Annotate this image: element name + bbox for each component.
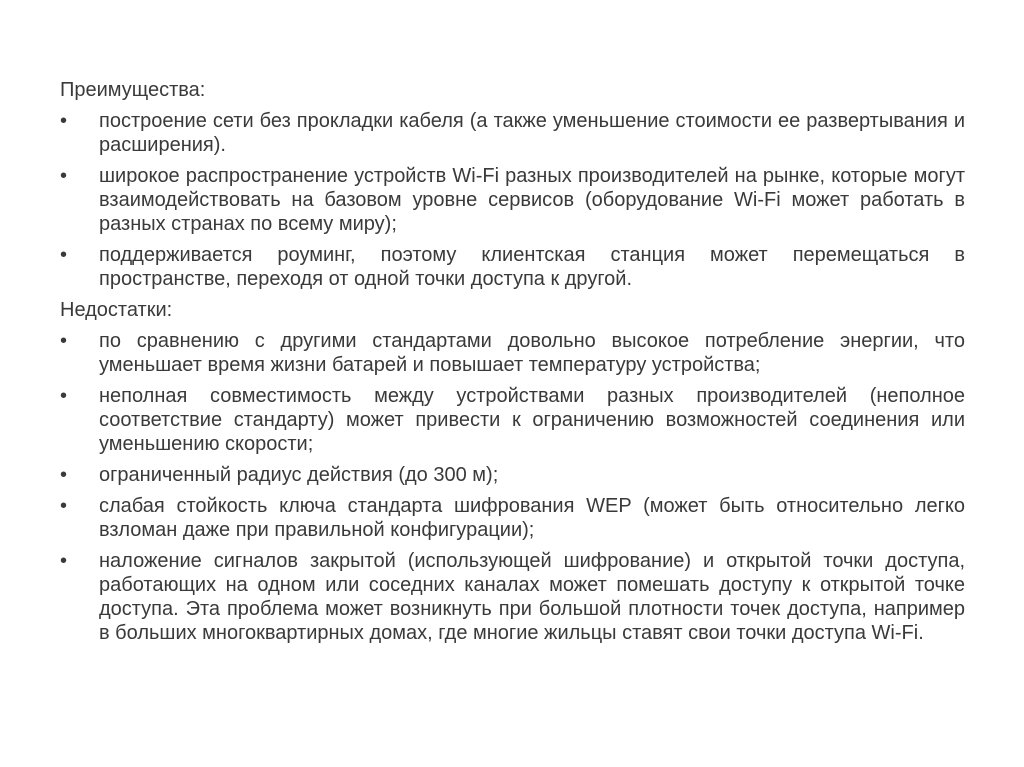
bullet-icon: • xyxy=(60,330,68,352)
bullet-icon: • xyxy=(60,550,68,572)
bullet-icon: • xyxy=(60,495,68,517)
list-item-text: по сравнению с другими стандартами довольно высокое потребление энергии, что уменьшает время жизни батарей и повышает температуру устройства; xyxy=(99,330,965,376)
disadvantages-list xyxy=(60,329,965,645)
list-item-text: неполная совместимость между устройствами разных производителей (неполное соответствие стандарту) может привести к ограничению возможностей соединения или уменьшению скорости; xyxy=(99,385,965,455)
advantages-list xyxy=(60,109,965,291)
advantages-heading: Преимущества: xyxy=(60,79,206,101)
slide-content xyxy=(60,78,965,652)
bullet-icon: • xyxy=(60,165,68,187)
list-item-text: широкое распространение устройств Wi-Fi разных производителей на рынке, которые могут взаимодействовать на базовом уровне сервисов (оборудование Wi-Fi может работать в разных странах по всему миру); xyxy=(99,165,965,235)
list-item-text: ограниченный радиус действия (до 300 м); xyxy=(99,464,499,486)
bullet-icon: • xyxy=(60,110,68,132)
disadvantages-heading: Недостатки: xyxy=(60,299,173,321)
list-item xyxy=(60,243,965,291)
list-item xyxy=(60,549,965,645)
list-item-text: поддерживается роуминг, поэтому клиентская станция может перемещаться в пространстве, переходя от одной точки доступа к другой. xyxy=(99,244,965,290)
list-item xyxy=(60,109,965,157)
list-item-text: построение сети без прокладки кабеля (а также уменьшение стоимости ее развертывания и расширения). xyxy=(99,110,965,156)
list-item-text: слабая стойкость ключа стандарта шифрования WEP (может быть относительно легко взломан даже при правильной конфигурации); xyxy=(99,495,965,541)
bullet-icon: • xyxy=(60,244,68,266)
list-item xyxy=(60,384,965,456)
list-item xyxy=(60,494,965,542)
list-item-text: наложение сигналов закрытой (использующей шифрование) и открытой точки доступа, работающих на одном или соседних каналах может помешать доступу к открытой точке доступа. Эта проблема может возникнуть при большой плотности точек доступа, например в больших многоквартирных домах, где многие жильцы ставят свои точки доступа Wi-Fi. xyxy=(99,550,965,644)
list-item xyxy=(60,329,965,377)
list-item xyxy=(60,463,965,487)
list-item xyxy=(60,164,965,236)
bullet-icon: • xyxy=(60,464,68,486)
bullet-icon: • xyxy=(60,385,68,407)
